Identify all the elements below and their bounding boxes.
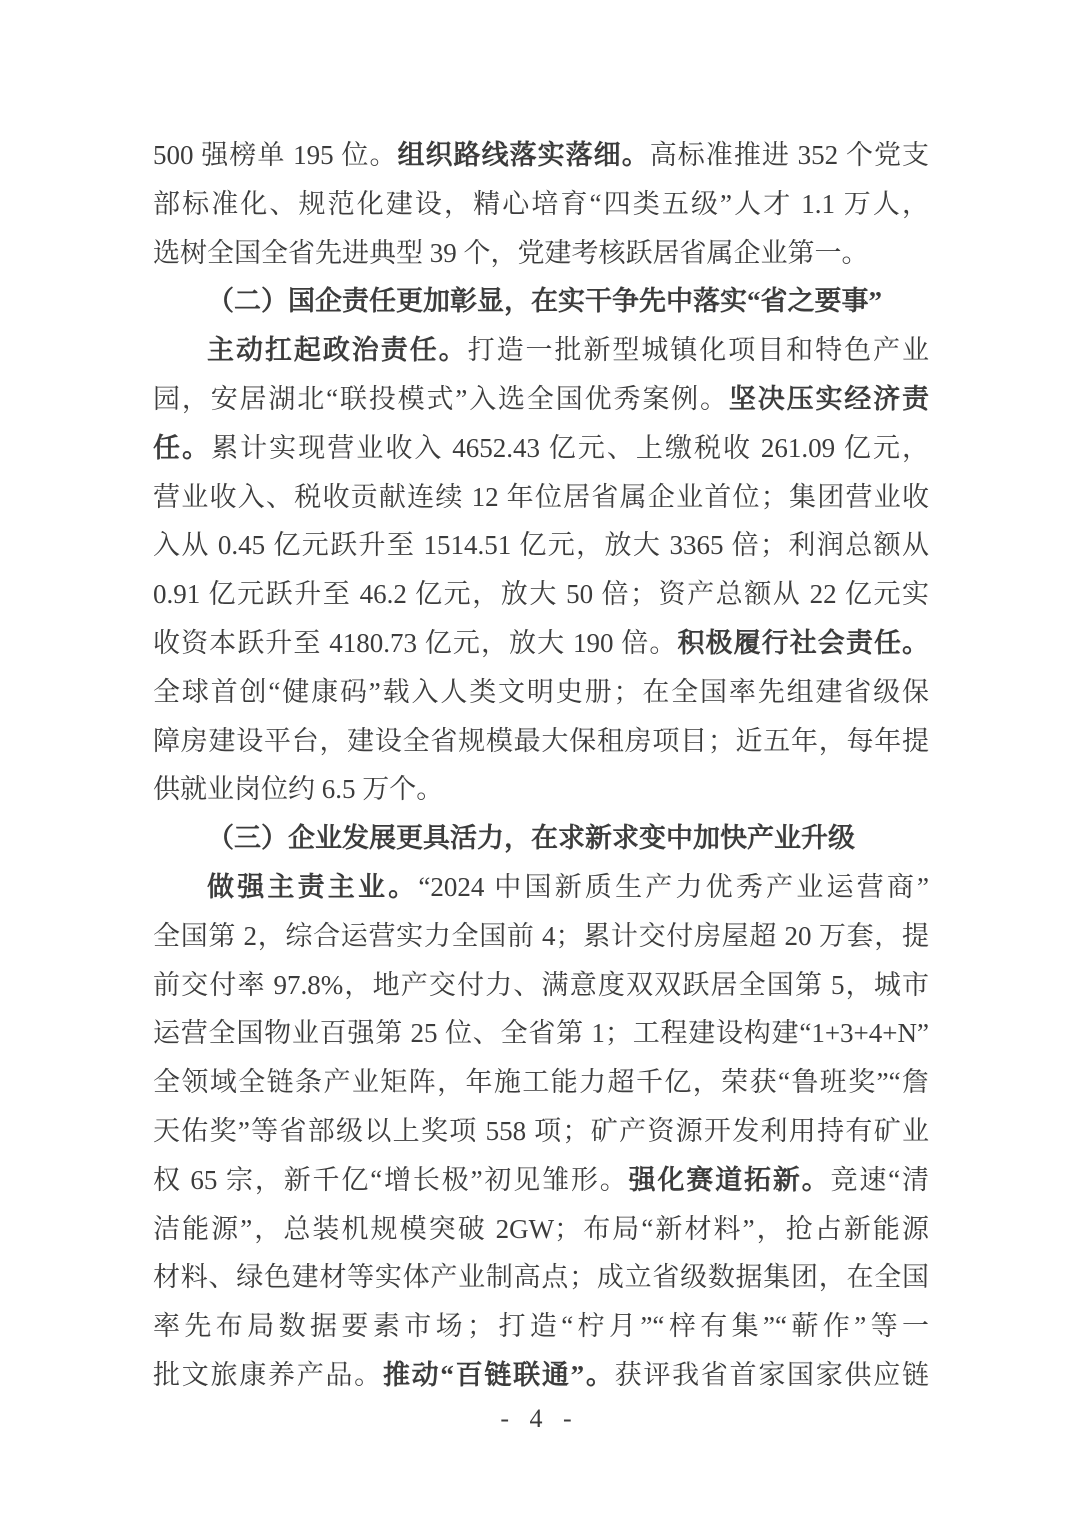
document-line [153, 131, 929, 180]
emphasis-text: 强化赛道拓新。 [628, 1164, 831, 1195]
body-text: 天佑奖”等省部级以上奖项 558 项；矿产资源开发利用持有矿业 [153, 1115, 929, 1146]
document-line [153, 473, 929, 522]
section-heading [153, 277, 929, 326]
body-text: 选树全国全省先进典型 39 个，党建考核跃居省属企业第一。 [153, 237, 869, 268]
body-text: 部标准化、规范化建设，精心培育“四类五级”人才 1.1 万人， [153, 188, 929, 219]
body-text: 率先布局数据要素市场；打造“柠月”“梓有集”“蕲作”等一 [153, 1311, 929, 1342]
document-line [153, 1253, 929, 1302]
emphasis-text: （三）企业发展更具活力，在求新求变中加快产业升级 [207, 823, 855, 854]
section-heading [153, 814, 929, 863]
emphasis-text: 主动扛起政治责任。 [207, 335, 468, 366]
body-text: 运营全国物业百强第 25 位、全省第 1；工程建设构建“1+3+4+N” [153, 1018, 929, 1049]
document-line [153, 424, 929, 473]
document-line [153, 961, 929, 1010]
body-text: 全领域全链条产业矩阵，年施工能力超千亿，荣获“鲁班奖”“詹 [153, 1067, 929, 1098]
body-text: 障房建设平台，建设全省规模最大保租房项目；近五年，每年提 [153, 725, 929, 756]
document-line [153, 765, 929, 814]
body-text: 前交付率 97.8%，地产交付力、满意度双双跃居全国第 5，城市 [153, 969, 929, 1000]
body-text: 全国第 2，综合运营实力全国前 4；累计交付房屋超 20 万套，提 [153, 920, 929, 951]
body-text: 入从 0.45 亿元跃升至 1514.51 亿元，放大 3365 倍；利润总额从 [153, 530, 929, 561]
document-line [153, 1058, 929, 1107]
document-line [153, 1107, 929, 1156]
body-text: 权 65 宗，新千亿“增长极”初见雏形。 [153, 1164, 629, 1195]
body-text: 收资本跃升至 4180.73 亿元，放大 190 倍。 [153, 627, 678, 658]
document-line [153, 521, 929, 570]
document-line [153, 375, 929, 424]
body-text: “2024 中国新质生产力优秀产业运营商” [418, 871, 930, 902]
emphasis-text: 做强主责主业。 [207, 871, 419, 902]
body-text: 500 强榜单 195 位。 [153, 140, 398, 170]
emphasis-text: （二）国企责任更加彰显，在实干争先中落实“省之要事” [207, 286, 882, 317]
document-line [153, 912, 929, 961]
emphasis-text: 组织路线落实落细。 [397, 140, 650, 170]
body-text: 打造一批新型城镇化项目和特色产业 [467, 335, 929, 366]
body-text: 全球首创“健康码”载入人类文明史册；在全国率先组建省级保 [153, 676, 929, 707]
body-text: 0.91 亿元跃升至 46.2 亿元，放大 50 倍；资产总额从 22 亿元实 [153, 579, 929, 610]
body-text: 营业收入、税收贡献连续 12 年位居省属企业首位；集团营业收 [153, 481, 929, 512]
document-line [153, 1351, 929, 1400]
body-text: 供就业岗位约 6.5 万个。 [153, 774, 444, 805]
document-line [153, 619, 929, 668]
document-line [153, 863, 929, 912]
emphasis-text: 坚决压实经济责 [728, 383, 930, 414]
body-text: 获评我省首家国家供应链 [614, 1359, 930, 1390]
body-text: 材料、绿色建材等实体产业制高点；成立省级数据集团，在全国 [153, 1262, 929, 1293]
page-number: - 4 - [500, 1404, 574, 1433]
emphasis-text: 任。 [153, 432, 212, 463]
emphasis-text: 积极履行社会责任。 [677, 627, 930, 658]
body-text: 累计实现营业收入 4652.43 亿元、上缴税收 261.09 亿元， [211, 432, 930, 463]
body-text: 高标准推进 352 个党支 [649, 140, 930, 170]
document-line [153, 717, 929, 766]
document-line [153, 570, 929, 619]
document-line [153, 180, 929, 229]
document-body [153, 131, 929, 1400]
document-line [153, 1205, 929, 1254]
document-line [153, 1009, 929, 1058]
document-line [153, 668, 929, 717]
document-line [153, 326, 929, 375]
body-text: 园，安居湖北“联投模式”入选全国优秀案例。 [153, 383, 729, 414]
document-line [153, 1302, 929, 1351]
emphasis-text: 推动“百链联通”。 [382, 1359, 615, 1390]
body-text: 批文旅康养产品。 [153, 1359, 383, 1390]
body-text: 洁能源”，总装机规模突破 2GW；布局“新材料”，抢占新能源 [153, 1213, 929, 1244]
body-text: 竞速“清 [830, 1164, 930, 1195]
document-line [153, 1156, 929, 1205]
document-line [153, 229, 929, 278]
